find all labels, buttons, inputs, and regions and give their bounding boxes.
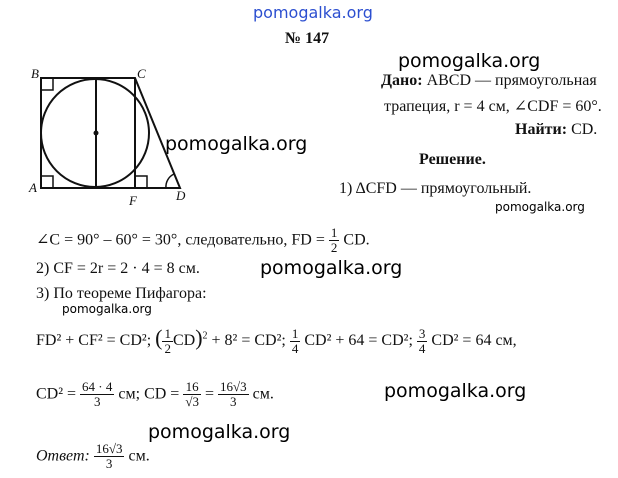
paren-open: ( (155, 325, 163, 350)
cd-line (36, 380, 274, 410)
solution-title: Решение. (419, 151, 486, 168)
given-line-1 (381, 72, 597, 90)
watermark-mid-left: pomogalka.org (165, 133, 308, 155)
pyth-fraction-3 (417, 327, 428, 357)
cd-fraction-2 (183, 380, 201, 410)
answer-fraction (94, 442, 125, 472)
fraction-denominator: 3 (230, 394, 237, 410)
given-line-2: трапеция, r = 4 см, ∠CDF = 60°. (384, 98, 602, 115)
fraction-numerator: 1 (330, 225, 338, 240)
find-value: CD. (571, 121, 598, 138)
step-1: 1) ΔCFD — прямоугольный. (339, 180, 532, 197)
trapezoid-outline (41, 78, 180, 188)
answer-unit: см. (128, 447, 150, 465)
problem-number: № 147 (285, 30, 330, 47)
pyth-part-1b: + 8² = CD²; (211, 332, 286, 349)
circle-center (94, 131, 99, 136)
watermark-right-bottom: pomogalka.org (384, 380, 527, 402)
given-line-1-rest: ABCD — прямоугольная (426, 72, 597, 89)
fraction-denominator: 4 (418, 340, 426, 356)
angle-line-fraction (329, 226, 340, 256)
pyth-fraction-2 (290, 327, 301, 357)
cd-fraction-1 (80, 380, 114, 410)
cd-eq: = (204, 385, 214, 403)
label-b: B (31, 66, 39, 81)
label-c: C (137, 66, 146, 81)
fraction-numerator: 64 · 4 (82, 379, 113, 394)
angle-line-text: ∠C = 90° – 60° = 30°, следовательно, FD = (36, 231, 325, 249)
pyth-part-3: CD² = 64 см, (431, 332, 517, 349)
fraction-numerator: 3 (418, 325, 426, 341)
fraction-denominator: 3 (93, 394, 101, 410)
pyth-power: 2 (202, 330, 208, 342)
cd-mid: см; CD = (118, 385, 180, 403)
pyth-part-2: CD² + 64 = CD²; (304, 332, 413, 349)
right-angle-f (135, 176, 147, 188)
fraction-numerator: 16√3 (219, 379, 247, 394)
right-angle-a (41, 176, 53, 188)
fraction-denominator: 2 (164, 340, 171, 356)
watermark-mid: pomogalka.org (260, 257, 403, 279)
given-label: Дано: (381, 72, 423, 89)
fraction-denominator: 4 (291, 340, 299, 356)
label-a: A (29, 180, 37, 195)
step-2: 2) CF = 2r = 2 · 4 = 8 см. (36, 260, 200, 277)
watermark-right-small: pomogalka.org (495, 200, 585, 214)
fraction-denominator: 3 (105, 456, 113, 472)
trapezoid-figure (25, 62, 195, 212)
answer-label: Ответ: (36, 447, 90, 465)
step-3: 3) По теореме Пифагора: (36, 285, 207, 302)
answer-line (36, 442, 150, 472)
cd-lhs: CD² = (36, 385, 77, 403)
watermark-left-small: pomogalka.org (62, 302, 152, 316)
fraction-numerator: 1 (291, 325, 299, 341)
fraction-numerator: 16√3 (95, 441, 123, 456)
fraction-numerator: 16 (183, 380, 201, 395)
label-d: D (176, 188, 186, 203)
watermark-bottom: pomogalka.org (148, 421, 291, 443)
pythagoras-line (36, 325, 517, 356)
find-label: Найти: (515, 121, 568, 138)
angle-line (36, 226, 370, 256)
right-angle-b (41, 78, 53, 90)
fraction-numerator: 1 (164, 325, 171, 341)
pyth-part-1: FD² + CF² = CD²; (36, 332, 152, 349)
cd-fraction-3 (218, 380, 249, 410)
cd-unit: см. (252, 385, 274, 403)
angle-line-tail: CD. (343, 231, 370, 249)
fraction-denominator: √3 (185, 394, 199, 410)
watermark-top: pomogalka.org (253, 3, 373, 22)
label-f: F (129, 193, 137, 208)
pyth-fraction-1 (162, 327, 173, 357)
paren-close: ) (195, 325, 203, 350)
pyth-f1-tail: CD (172, 332, 196, 349)
angle-d-arc (166, 174, 174, 188)
find-line (515, 121, 597, 139)
fraction-denominator: 2 (330, 240, 338, 256)
watermark-right-top: pomogalka.org (398, 50, 541, 72)
